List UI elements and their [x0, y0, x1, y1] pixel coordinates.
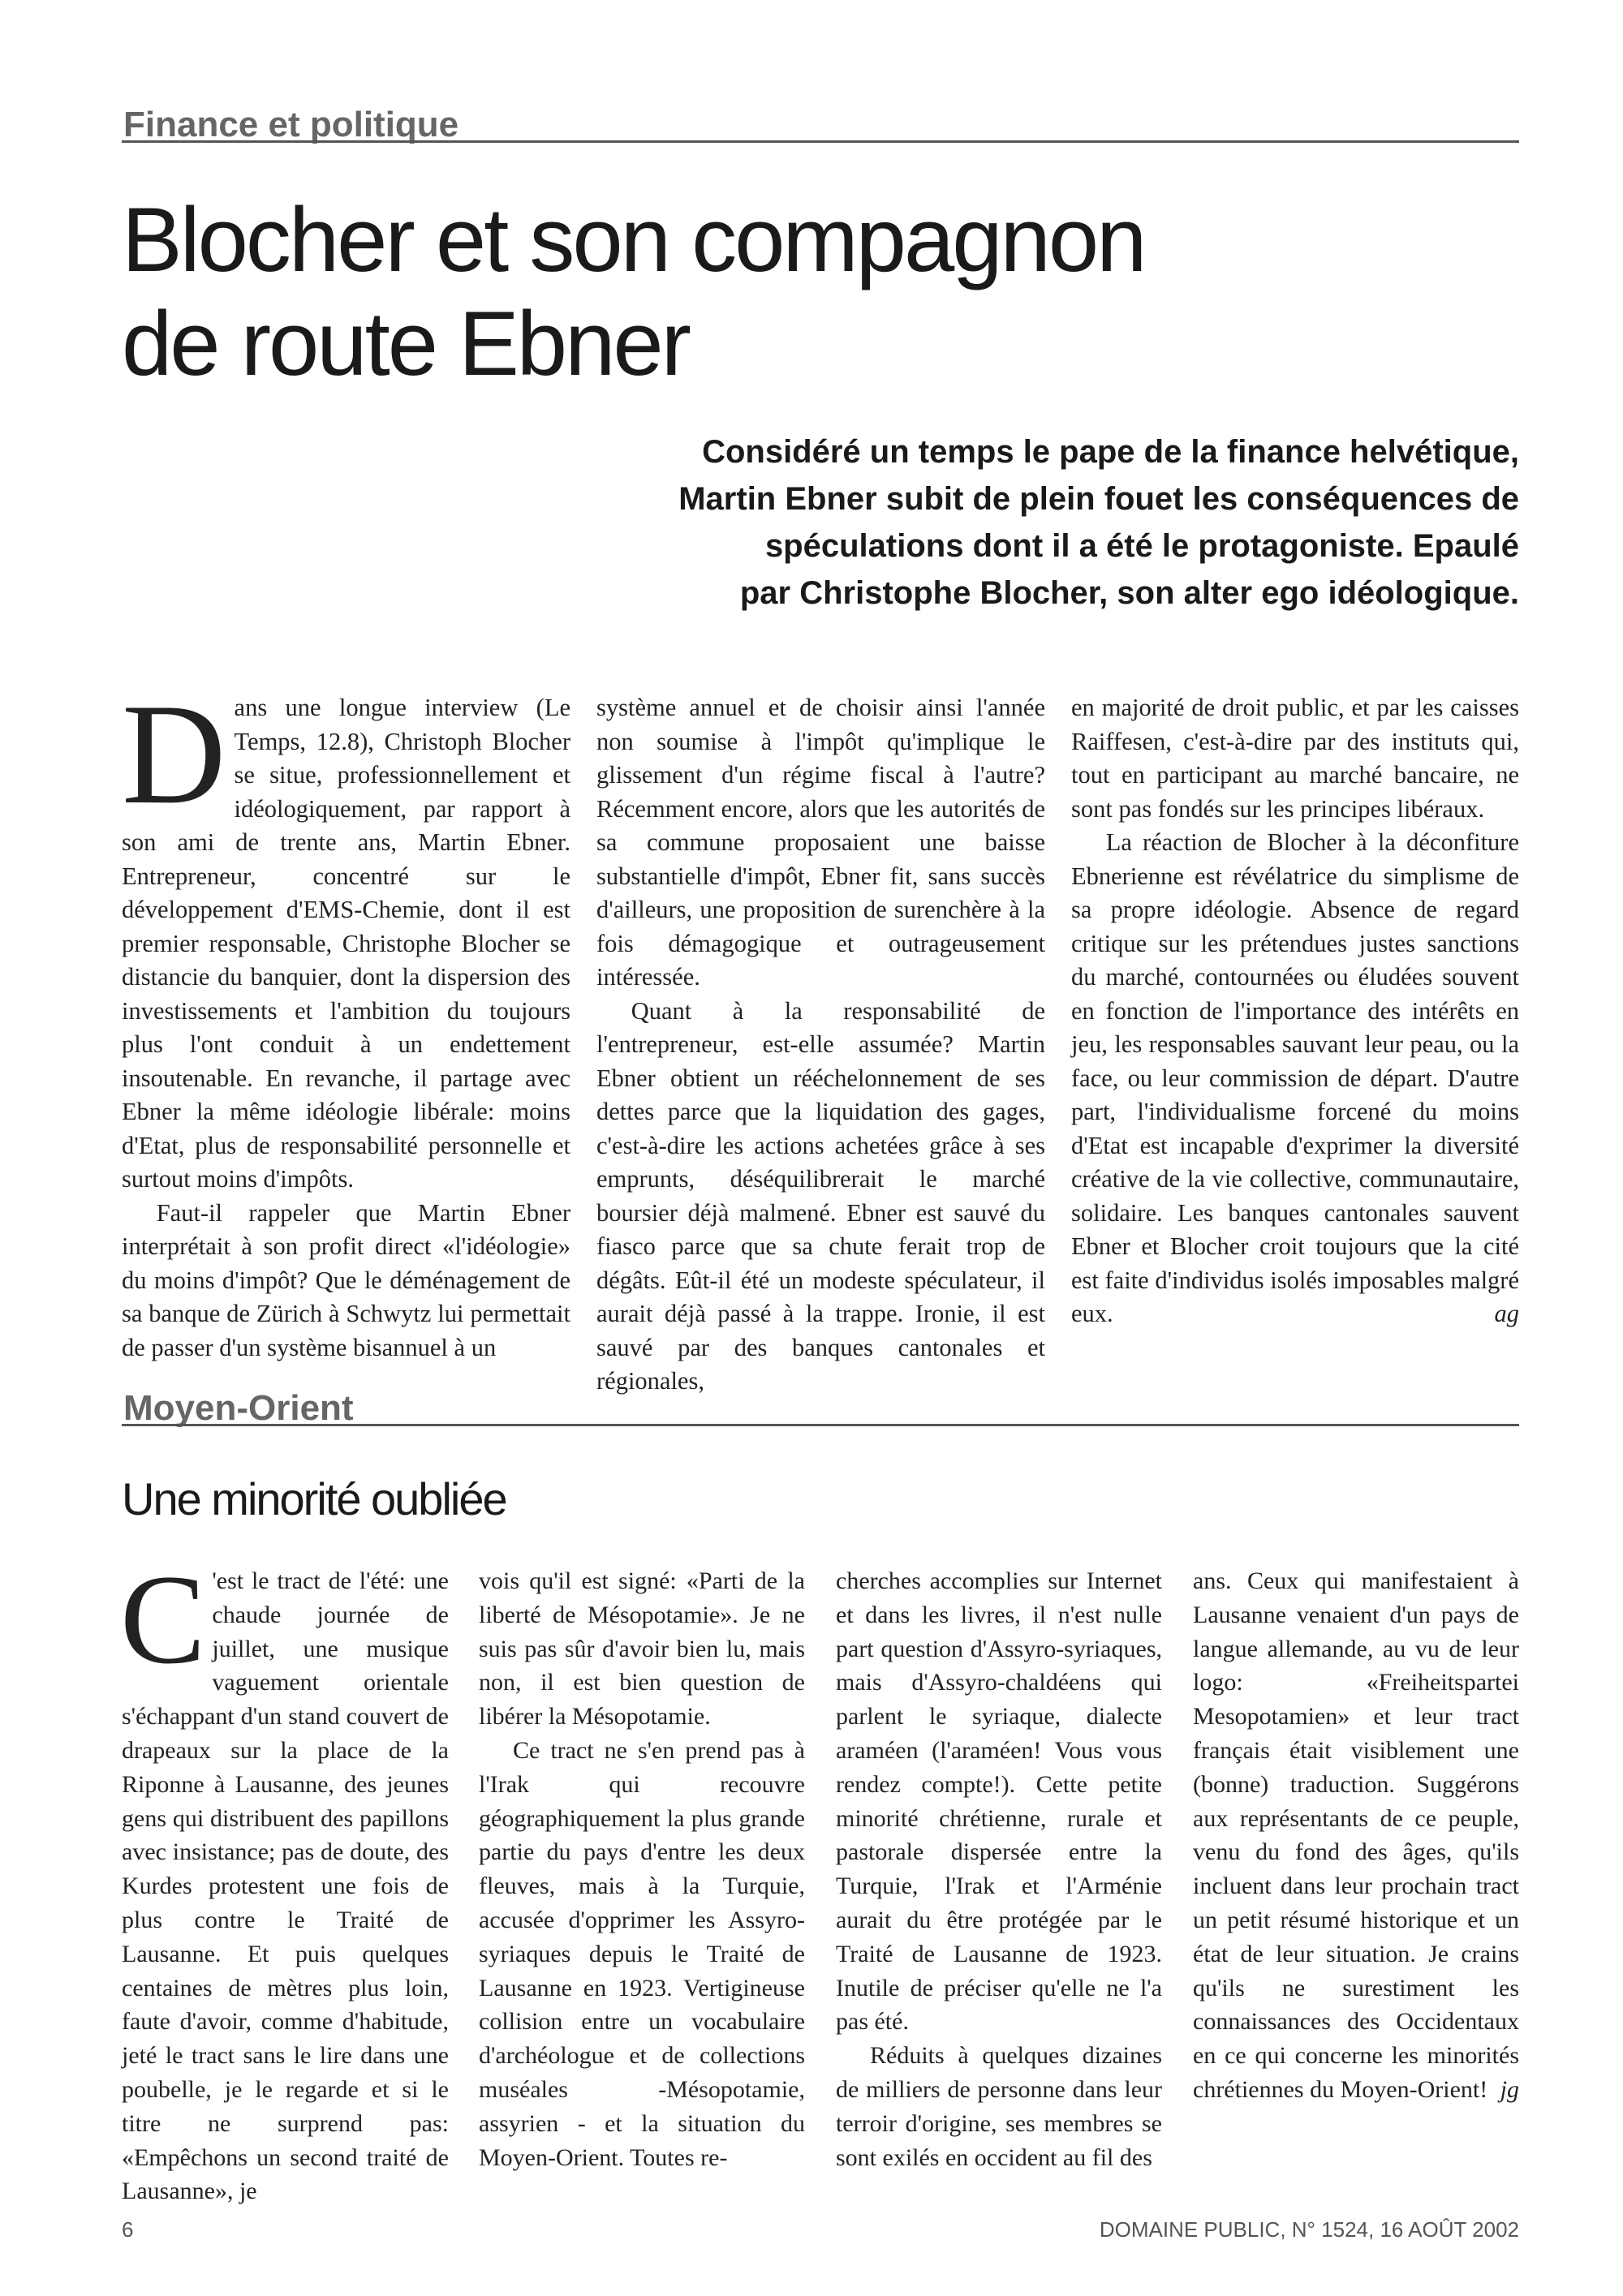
lede-line: spéculations dont il a été le protagoniste. Epaulé: [764, 528, 1519, 564]
publication-info: DOMAINE PUBLIC, N° 1524, 16 AOÛT 2002: [1099, 2217, 1519, 2242]
article-title: [122, 188, 1144, 396]
section-label-moyen-orient: Moyen-Orient: [123, 1388, 354, 1428]
lede-line: Martin Ebner subit de plein fouet les conséquences de: [678, 481, 1519, 517]
paragraph: Réduits à quelques dizaines de milliers de personne dans leur terroir d'origine, ses membres se sont exilés en occident au fil des: [836, 2042, 1162, 2171]
author-signature: jg: [1500, 2075, 1519, 2103]
article-title: Une minorité oubliée: [122, 1473, 506, 1524]
paragraph: en majorité de droit public, et par les caisses Raiffesen, c'est-à-dire par des instituts qui, tout en participant au marché bancaire, ne sont pas fondés sur les principes libéraux.: [1071, 694, 1519, 823]
article-column: [1193, 1564, 1519, 2107]
paragraph-text: La réaction de Blocher à la déconfiture Ebnerienne est révélatrice du simplisme de sa propre idéologie. Absence de regard critique sur les prétendues justes sanctions du marché, contournées ou éludées souvent en fonction de l'importance des intérêts en jeu, les responsables sauvant leur peau, ou la face, ou leur commission de départ. D'autre part, l'individualisme forcené du moins d'Etat est incapable d'exprimer la diversité créative de la vie collective, communautaire, solidaire. Les banques cantonales sauvent Ebner et Blocher croit toujours que la cité est faite d'individus isolés imposables malgré eux.: [1071, 828, 1519, 1327]
paragraph: [122, 673, 570, 1197]
article-column: [122, 673, 570, 1365]
article-column: [479, 1564, 805, 2174]
paragraph: [1193, 1564, 1519, 2107]
article-lede: [519, 428, 1519, 617]
section-rule: [122, 1424, 1519, 1426]
paragraph-text: ans. Ceux qui manifestaient à Lausanne venaient d'un pays de langue allemande, au vu de leur logo: «Freiheitspartei Mesopotamien» et leur tract français était visiblement une (bonne) traduction. Suggérons aux représentants de ce peuple, venu du fond des âges, qu'ils incluent dans leur prochain tract un petit résumé historique et un état de leur situation. Je crains qu'ils ne surestiment les connaissances des Occidentaux en ce qui concerne les minorités chrétiennes du Moyen-Orient!: [1193, 1567, 1519, 2103]
article-column: [1071, 691, 1519, 1331]
article-title-line: de route Ebner: [122, 293, 689, 394]
section-label-finance: Finance et politique: [123, 105, 459, 144]
section-rule: [122, 140, 1519, 143]
paragraph: Faut-il rappeler que Martin Ebner interprétait à son profit direct «l'idéologie» du moins d'impôt? Que le déménagement de sa banque de Zürich à Schwytz lui permettait de passer d'un système bisannuel à un: [122, 1198, 570, 1361]
article-column: [836, 1564, 1162, 2174]
article-title-line: Blocher et son compagnon: [122, 189, 1145, 290]
paragraph-text: 'est le tract de l'été: une chaude journée de juillet, une musique vaguement orientale s'échappant d'un stand couvert de drapeaux sur la place de la Riponne à Lausanne, des jeunes gens qui distribuent des papillons avec insistance; pas de doute, des Kurdes protestent une fois de plus contre le Traité de Lausanne. Et puis quelques centaines de mètres plus loin, faute d'avoir, comme d'habitude, jeté le tract sans le lire dans une poubelle, je le regarde et si le titre ne surprend pas: «Empêchons un second traité de Lausanne», je: [122, 1567, 449, 2205]
lede-line: Considéré un temps le pape de la finance helvétique,: [702, 434, 1519, 470]
lede-line: par Christophe Blocher, son alter ego idéologique.: [739, 575, 1519, 611]
paragraph: vois qu'il est signé: «Parti de la liberté de Mésopotamie». Je ne suis pas sûr d'avoir bien lu, mais non, il est bien question de libérer la Mésopotamie.: [479, 1567, 805, 1731]
drop-cap: D: [122, 673, 226, 834]
paragraph: Quant à la responsabilité de l'entrepreneur, est-elle assumée? Martin Ebner obtient un rééchelonnement de ses dettes parce que la liquidation des gages, c'est-à-dire les actions achetées grâce à ses emprunts, déséquilibrerait le marché boursier déjà malmené. Ebner est sauvé du fiasco parce que sa chute ferait trop de dégâts. Eût-il été un modeste spéculateur, il aurait déjà passé à la trappe. Ironie, il est sauvé par des banques cantonales et régionales,: [596, 996, 1045, 1395]
drop-cap: C: [120, 1549, 206, 1691]
paragraph: [1071, 826, 1519, 1331]
paragraph: [120, 1549, 449, 2208]
article-column: [596, 691, 1045, 1399]
paragraph-text: ans une longue interview (Le Temps, 12.8), Christoph Blocher se situe, professionnellement et idéologiquement, par rapport à son ami de trente ans, Martin Ebner. Entrepreneur, concentré sur le développement d'EMS-Chemie, dont il est premier responsable, Christophe Blocher se distancie du banquier, dont la dispersion des investissements et l'ambition du toujours plus l'ont conduit à un endettement insoutenable. En revanche, il partage avec Ebner la même idéologie libérale: moins d'Etat, plus de responsabilité personnelle et surtout moins d'impôts.: [122, 694, 570, 1193]
paragraph: Ce tract ne s'en prend pas à l'Irak qui recouvre géographiquement la plus grande partie du pays d'entre les deux fleuves, mais à la Turquie, accusée d'opprimer les Assyro-syriaques depuis le Traité de Lausanne en 1923. Vertigineuse collision entre un vocabulaire d'archéologue et de collections muséales -Mésopotamie, assyrien - et la situation du Moyen-Orient. Toutes re-: [479, 1736, 805, 2171]
paragraph: cherches accomplies sur Internet et dans les livres, il n'est nulle part question d'Assyro-syriaques, mais d'Assyro-chaldéens qui parlent le syriaque, dialecte araméen (l'araméen! Vous vous rendez compte!). Cette petite minorité chrétienne, rurale et pastorale dispersée entre la Turquie, l'Irak et l'Arménie aurait du être protégée par le Traité de Lausanne de 1923. Inutile de préciser qu'elle ne l'a pas été.: [836, 1567, 1162, 2036]
page-number: 6: [122, 2217, 134, 2242]
article-column: [120, 1549, 449, 2208]
author-signature: ag: [1494, 1300, 1519, 1327]
paragraph: système annuel et de choisir ainsi l'année non soumise à l'impôt qu'implique le glissement d'un régime fiscal à l'autre? Récemment encore, alors que les autorités de sa commune proposaient une baisse substantielle d'impôt, Ebner fit, sans succès d'ailleurs, une proposition de surenchère à la fois démagogique et outrageusement intéressée.: [596, 694, 1045, 991]
